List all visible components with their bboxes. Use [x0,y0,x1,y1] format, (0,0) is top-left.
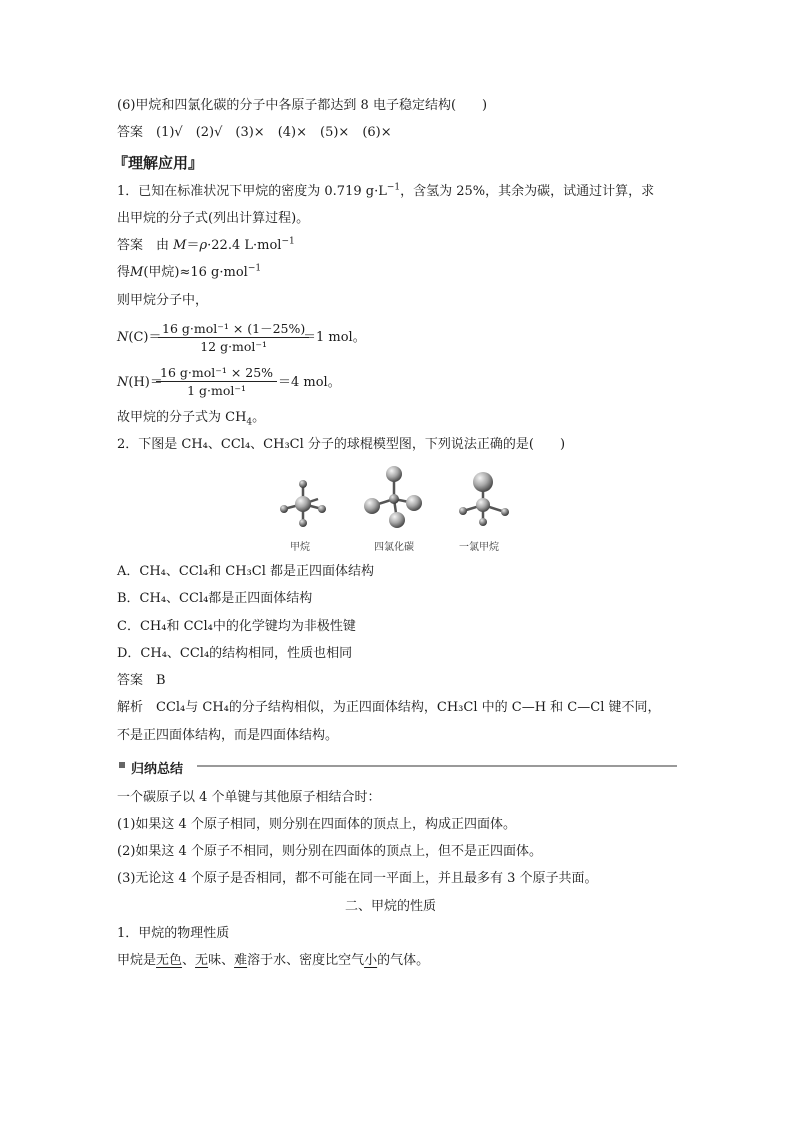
problem-2-line: 2．下图是 CH₄、CCl₄、CH₃Cl 分子的球棍模型图，下列说法正确的是( ) [117,437,566,452]
question-6: (6)甲烷和四氯化碳的分子中各原子都达到 8 电子稳定结构( ) [117,98,488,113]
problem-1-line-1: 1．已知在标准状况下甲烷的密度为 0.719 $g\cdot L^{-1}$，含氢为 25%，其余为碳，试通过计算，求 [117,182,655,199]
nc-denominator: 12 g·mol⁻¹ [200,339,268,354]
molar-mass-line: 得M(甲烷)≈16 g·mol$^{-1}$ [117,263,262,280]
summary-marker-icon [119,762,125,768]
summary-item-1: (1)如果这 4 个原子相同，则分别在四面体的顶点上，构成正四面体。 [117,817,516,832]
nh-numerator: 16 g·mol⁻¹ × 25% [156,364,277,382]
caption-methane: 甲烷 [290,542,310,553]
answer-line: 答案 (1)√ (2)√ (3)× (4)× (5)× (6)× [117,125,392,140]
nh-result: ＝4 mol。 [278,375,341,390]
problem-1-line-2: 出甲烷的分子式(列出计算过程)。 [117,211,310,226]
nc-label: N(C)＝ [117,330,162,345]
caption-ch3cl: 一氯甲烷 [459,542,499,553]
nh-label: N(H)＝ [117,375,163,390]
option-d: D．CH₄、CCl₄的结构相同，性质也相同 [117,646,353,661]
option-b: B．CH₄、CCl₄都是正四面体结构 [117,591,313,606]
then-line: 则甲烷分子中， [117,293,209,308]
section-title-understand-apply: 『理解应用』 [113,154,204,172]
option-c: C．CH₄和 CCl₄中的化学键均为非极性键 [117,619,356,634]
nc-numerator: 16 g·mol⁻¹ × (1－25%) [158,320,309,338]
summary-title: 归纳总结 [131,762,184,777]
carbon-tetrachloride-model [364,466,422,528]
summary-header [117,758,677,777]
analysis-line-1: 解析 CCl₄与 CH₄的分子结构相似，为正四面体结构，CH₃Cl 中的 C—H 和 C—Cl 键不同， [117,700,661,715]
physical-properties-line: 甲烷是无色、无味、难溶于水、密度比空气小的气体。 [117,953,430,968]
methane-model [280,480,326,527]
nh-fraction [156,364,277,399]
subheading-physical-properties: 1．甲烷的物理性质 [117,926,230,941]
summary-intro: 一个碳原子以 4 个单键与其他原子相结合时： [117,790,381,805]
answer-1-line: 答案 由 M＝ρ·22.4 L·mol$^{-1}$ [117,236,295,253]
nc-fraction [158,320,309,355]
summary-divider [197,765,677,767]
section-2-heading: 二、甲烷的性质 [345,899,437,914]
nc-result: ＝1 mol。 [303,330,366,345]
chloromethane-model [459,472,509,526]
caption-ccl4: 四氯化碳 [374,542,414,553]
answer-2: 答案 B [117,673,166,688]
summary-item-3: (3)无论这 4 个原子是否相同，都不可能在同一平面上，并且最多有 3 个原子共面。 [117,871,598,886]
nh-denominator: 1 g·mol⁻¹ [187,383,246,398]
option-a: A．CH₄、CCl₄和 CH₃Cl 都是正四面体结构 [117,564,375,579]
analysis-line-2: 不是正四面体结构，而是四面体结构。 [117,728,339,743]
summary-item-2: (2)如果这 4 个原子不相同，则分别在四面体的顶点上，但不是正四面体。 [117,844,542,859]
formula-line: 故甲烷的分子式为 $CH_4$。 [117,410,266,428]
